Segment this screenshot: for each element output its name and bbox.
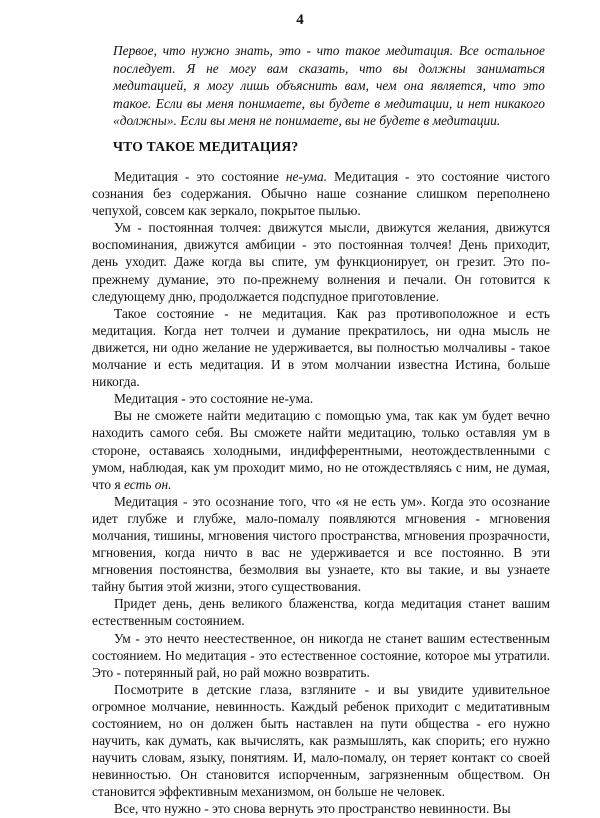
- paragraph: Медитация - это состояние не-ума.: [114, 391, 314, 407]
- epigraph: Первое, что нужно знать, это - что такое медитация. Все остальное последует. Я не могу вам сказать, что вы должны заниматься медитацией, я могу лишь объяснить вам, чем она является, что это такое. Если вы меня понимаете, вы будете в медитации, и нет никакого «должны». Если вы меня не понимаете, вы не будете в медитации.: [113, 43, 545, 128]
- paragraph: Ум - это нечто неестественное, он никогда не станет вашим естественным состоянием. Но медитация - это естественное состояние, которое мы утратили. Это - потерянный рай, но рай можно возвратить.: [92, 630, 550, 680]
- paragraph: Посмотрите в детские глаза, взгляните - и вы увидите удивительное огромное молчание, невинность. Каждый ребенок приходит с медитативным состоянием, но он должен быть наставлен на пути общества - его нужно научить, как думать, как вычислять, как размышлять, как спорить; его нужно научить словам, языку, понятиям. И, мало-помалу, он теряет контакт со своей невинностью. Он становится испорченным, загрязненным обществом. Он становится эффективным механизмом, он больше не человек.: [92, 681, 550, 800]
- paragraph: [92, 407, 550, 492]
- page-number: 4: [296, 12, 304, 28]
- emphasis-text: есть он.: [123, 476, 172, 492]
- paragraph-text: Медитация - это состояние: [114, 169, 286, 184]
- paragraph: [92, 168, 550, 219]
- paragraph: Все, что нужно - это снова вернуть это пространство невинности. Вы: [114, 801, 511, 817]
- body-text: [92, 168, 550, 818]
- paragraph-text: Медитация - это состояние чистого сознания без содержания. Обычно наше сознание слишком переполнено чепухой, совсем как зеркало, покрытое пылью.: [92, 169, 551, 219]
- emphasis-text: не-ума.: [285, 169, 328, 184]
- paragraph: Придет день, день великого блаженства, когда медитация станет вашим естественным состоянием.: [92, 596, 550, 629]
- paragraph: Ум - постоянная толчея: движутся мысли, движутся желания, движутся воспоминания, движутся амбиции - это постоянная толчея! День приходит, день уходит. Даже когда вы спите, ум функционирует, он грезит. Это по-прежнему думание, это по-прежнему волнения и печали. Он готовится к следующему дню, продолжается подспудное приготовление.: [92, 220, 550, 304]
- paragraph-text: Вы не сможете найти медитацию с помощью ума, так как ум будет вечно находить самого себя. Вы сможете найти медитацию, только оставляя ум в стороне, оставаясь холодными, индифферентными, неотождествленными с умом, наблюдая, как ум проходит мимо, но не отождествляясь с ним, не думая, что я: [92, 408, 550, 492]
- paragraph: Медитация - это осознание того, что «я не есть ум». Когда это осознание идет глубже и глубже, мало-помалу появляются мгновения - мгновения молчания, тишины, мгновения чистого пространства, мгновения прозрачности, мгновения, когда ничто в вас не удерживается и все постоянно. В эти мгновения постоянства, безмолвия вы узнаете, кто вы такие, и вы узнаете тайну бытия этой жизни, этого существования.: [92, 493, 550, 595]
- section-heading: ЧТО ТАКОЕ МЕДИТАЦИЯ?: [113, 139, 299, 154]
- paragraph: Такое состояние - не медитация. Как раз противоположное и есть медитация. Когда нет толчеи и думание прекратилось, ни одна мысль не движется, ни одно желание не удерживается, вы полностью молчаливы - такое молчание и есть медитация. И в этом молчании известна Истина, больше никогда.: [92, 305, 550, 390]
